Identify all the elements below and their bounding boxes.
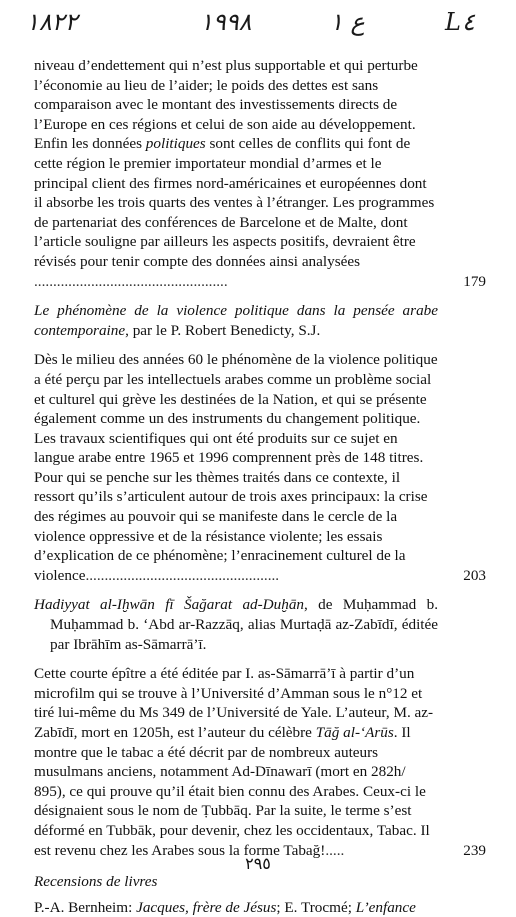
handwritten-note-4: L٤ (445, 8, 475, 36)
entry-1-abstract (34, 56, 438, 291)
dot-leader: ................................................... (85, 566, 280, 584)
entry-3 (34, 664, 486, 860)
entry-1-text-a: niveau d’endettement qui n’est plus supportable et qui perturbe l’économie au lieu de l’aider; le poids des dettes est sans comparaison avec le montant des investissements directs de l’Europe en ces régions et celui de son aide au développement. Enfin les données (34, 57, 418, 153)
page-folio: ٢٩٥ (245, 854, 271, 873)
handwritten-note-3: ع ۱ (330, 8, 365, 36)
entry-2-title-italic: Le phénomène de la violence politique dans la pensée arabe contemporaine (34, 302, 438, 339)
entry-3-text-b: . Il montre que le tabac a été décrit par de nombreux auteurs musulmans anciens, notamment Ad-Dīnawarī (mort en 282h/ 895), ce qui prouve qu’il était bien connu des Arabes. Ceux-ci le désignaient sous le nom de Ṭubbāq. Par la suite, le terme s’est déformé en Tubbāk, pour devenir, chez les occidentaux, Tabac. Il est revenu chez les Arabes sous la forme Tabağ! (34, 724, 430, 859)
entry-2-abstract (34, 350, 438, 585)
entry-3-page-number: 239 (463, 841, 486, 859)
entry-1-page-number: 179 (463, 272, 486, 290)
entry-3-author: , de Muḥammad b. Muḥammad b. ‘Abd ar-Razzāq, alias Murtaḍā az-Zabīdī, éditée par Ibrāhīm as-Sāmarrā’ī. (50, 596, 438, 653)
section-heading: Recensions de livres (34, 873, 158, 891)
entry-1-emphasis: politiques (145, 135, 206, 153)
review-title-2: L’enfance (355, 898, 416, 916)
entry-2-title (34, 301, 438, 340)
entry-2-author: , par le P. Robert Benedicty, S.J. (125, 321, 321, 339)
dot-leader: ................................................... (34, 272, 228, 290)
entry-2-page-number: 203 (463, 566, 486, 584)
entry-3-text-a: Cette courte épître a été éditée par I. as-Sāmarrā’ī à partir d’un microfilm qui se trouve à l’Université d’Amman sous le n°12 et tiré lui-même du Ms 349 de l’Université de Yale. L’auteur, M. az-Zabīdī, mort en 1205h, est l’auteur du célèbre (34, 665, 434, 741)
review-separator: ; E. Trocmé; (276, 898, 356, 916)
entry-3-abstract (34, 664, 438, 860)
review-author: P.-A. Bernheim: (34, 898, 137, 916)
entry-1-text-b: sont celles de conflits qui font de cette région le premier importateur mondial d’armes et le principal client des firmes nord-américaines et européennes dont il absorbe les trois quarts des ventes à l’étranger. Les programmes de partenariat des conférences de Barcelone et de Malte, dont l’article souligne par ailleurs les aspects positifs, devraient être révisés pour tenir compte des données ainsi analysées (34, 135, 435, 270)
entry-3-title-italic: Hadiyyat al-Iḫwān fī Šağarat ad-Duḫān (34, 596, 305, 614)
handwritten-note-1: ۱۸۲۲ (26, 8, 78, 36)
review-title-1: Jacques, frère de Jésus (136, 898, 277, 916)
book-review-line (34, 898, 474, 917)
page-content (34, 56, 486, 917)
entry-2-text: Dès le milieu des années 60 le phénomène de la violence politique a été perçu par les intellectuels arabes comme un problème social et culturel qui grève les destinées de la Nation, et qui se présente également comme un des instruments du changement politique. Les travaux scientifiques qui ont été produits sur ce sujet en langue arabe entre 1965 et 1996 comprennent près de 148 titres. Pour qui se penche sur les thèmes traités dans ce contexte, il ressort qu’ils s’articulent autour de trois axes principaux: la crise des régimes au pouvoir qui se manifeste dans le cercle de la violence oppressive et de la résistance violente; les essais d’explication de ce phénomène; l’enracinement culturel de la violence (34, 351, 438, 584)
entry-3-title (34, 595, 438, 654)
handwritten-note-2: ۱۹۹۸ (200, 8, 252, 36)
dot-leader: ..... (325, 841, 345, 859)
entry-1 (34, 56, 486, 291)
entry-3-emphasis: Tāğ al-‘Arūs (315, 724, 394, 741)
entry-2 (34, 350, 486, 585)
